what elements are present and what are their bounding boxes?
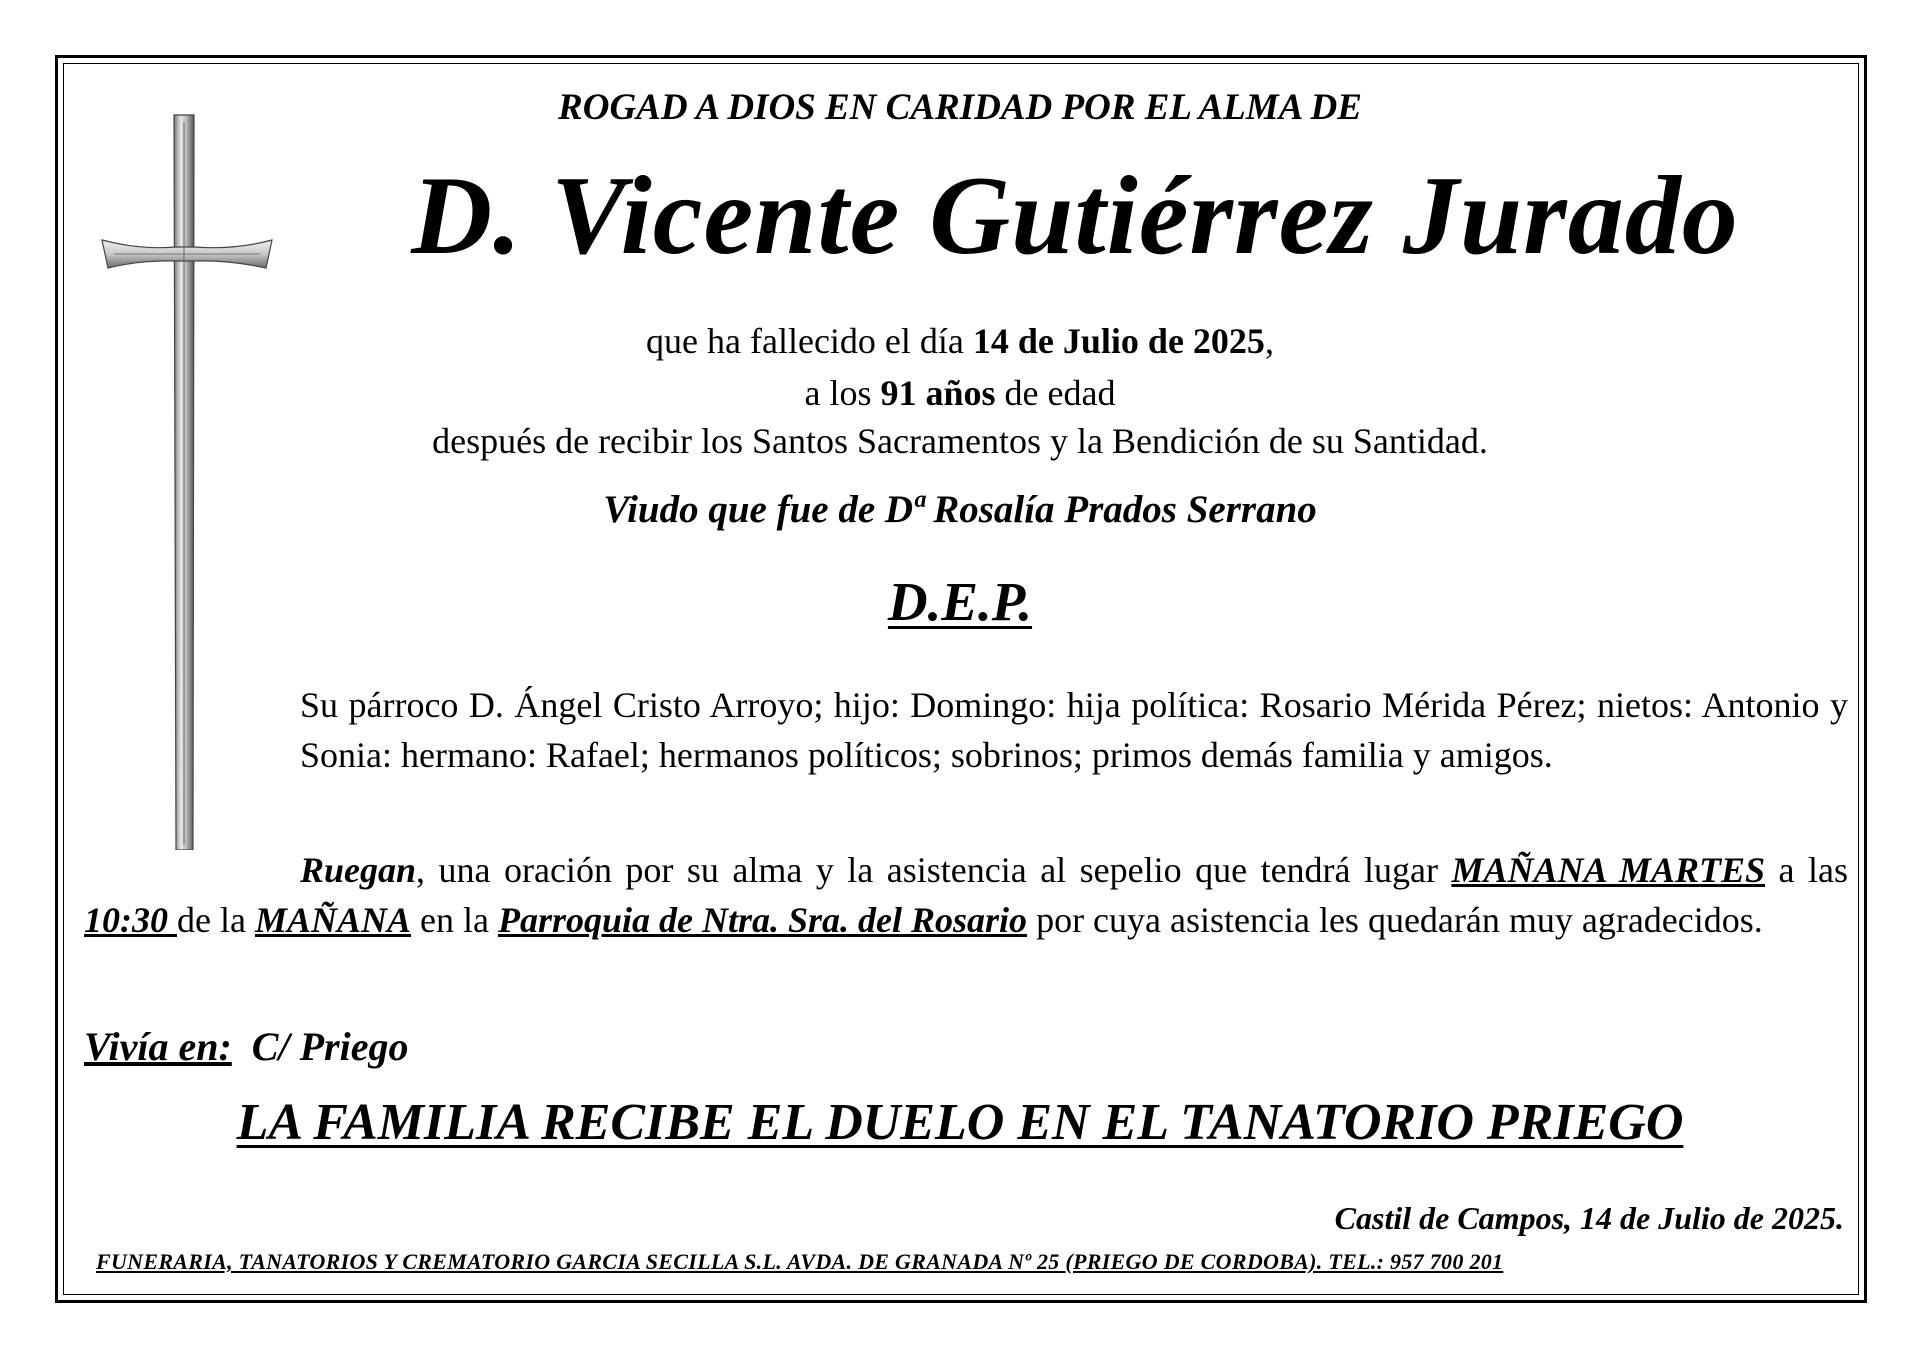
death-date: 14 de Julio de 2025 <box>972 321 1265 361</box>
sacraments-line: después de recibir los Santos Sacramentos y la Bendición de su Santidad. <box>432 421 1488 461</box>
mourning-notice: LA FAMILIA RECIBE EL DUELO EN EL TANATORIO PRIEGO <box>236 1094 1684 1151</box>
widow-line: Viudo que fue de Dª Rosalía Prados Serrano <box>603 488 1317 531</box>
age-line: a los 91 años de edad <box>804 373 1116 413</box>
deceased-name: D. Vicente Gutiérrez Jurado <box>411 154 1739 278</box>
cross-icon <box>100 110 275 850</box>
funeral-home-footer: FUNERARIA, TANATORIOS Y CREMATORIO GARCIA SECILLA S.L. AVDA. DE GRANADA Nº 25 (PRIEGO DE CORDOBA). TEL.: 957 700 201 <box>96 1249 1504 1274</box>
residence-line <box>84 1023 408 1070</box>
church-name: Parroquia de Ntra. Sra. del Rosario <box>497 900 1028 940</box>
death-line: que ha fallecido el día 14 de Julio de 2025, <box>646 321 1274 361</box>
dep-text: D.E.P. <box>887 571 1033 632</box>
header-text: ROGAD A DIOS EN CARIDAD POR EL ALMA DE <box>558 87 1362 128</box>
burial-time: 10:30 <box>84 900 177 940</box>
burial-period: MAÑANA <box>254 900 412 940</box>
age-value: 91 años <box>880 373 996 413</box>
burial-day: MAÑANA MARTES <box>1451 850 1766 890</box>
request-lead: Ruegan <box>300 850 417 890</box>
request-paragraph: Ruegan, una oración por su alma y la asistencia al sepelio que tendrá lugar MAÑANA MARTES a las 10:30 de la MAÑANA en la Parroquia de Ntra. Sra. del Rosario por cuya asistencia les quedarán muy agradecidos. <box>84 850 1848 940</box>
residence-label: Vivía en: <box>84 1024 232 1069</box>
residence-value: C/ Priego <box>251 1024 409 1069</box>
family-paragraph: Su párroco D. Ángel Cristo Arroyo; hijo: Domingo: hija política: Rosario Mérida Pérez; nietos: Antonio y Sonia: hermano: Rafael; hermanos políticos; sobrinos; primos demás familia y amigos. <box>300 685 1848 775</box>
place-date: Castil de Campos, 14 de Julio de 2025. <box>1334 1200 1844 1236</box>
